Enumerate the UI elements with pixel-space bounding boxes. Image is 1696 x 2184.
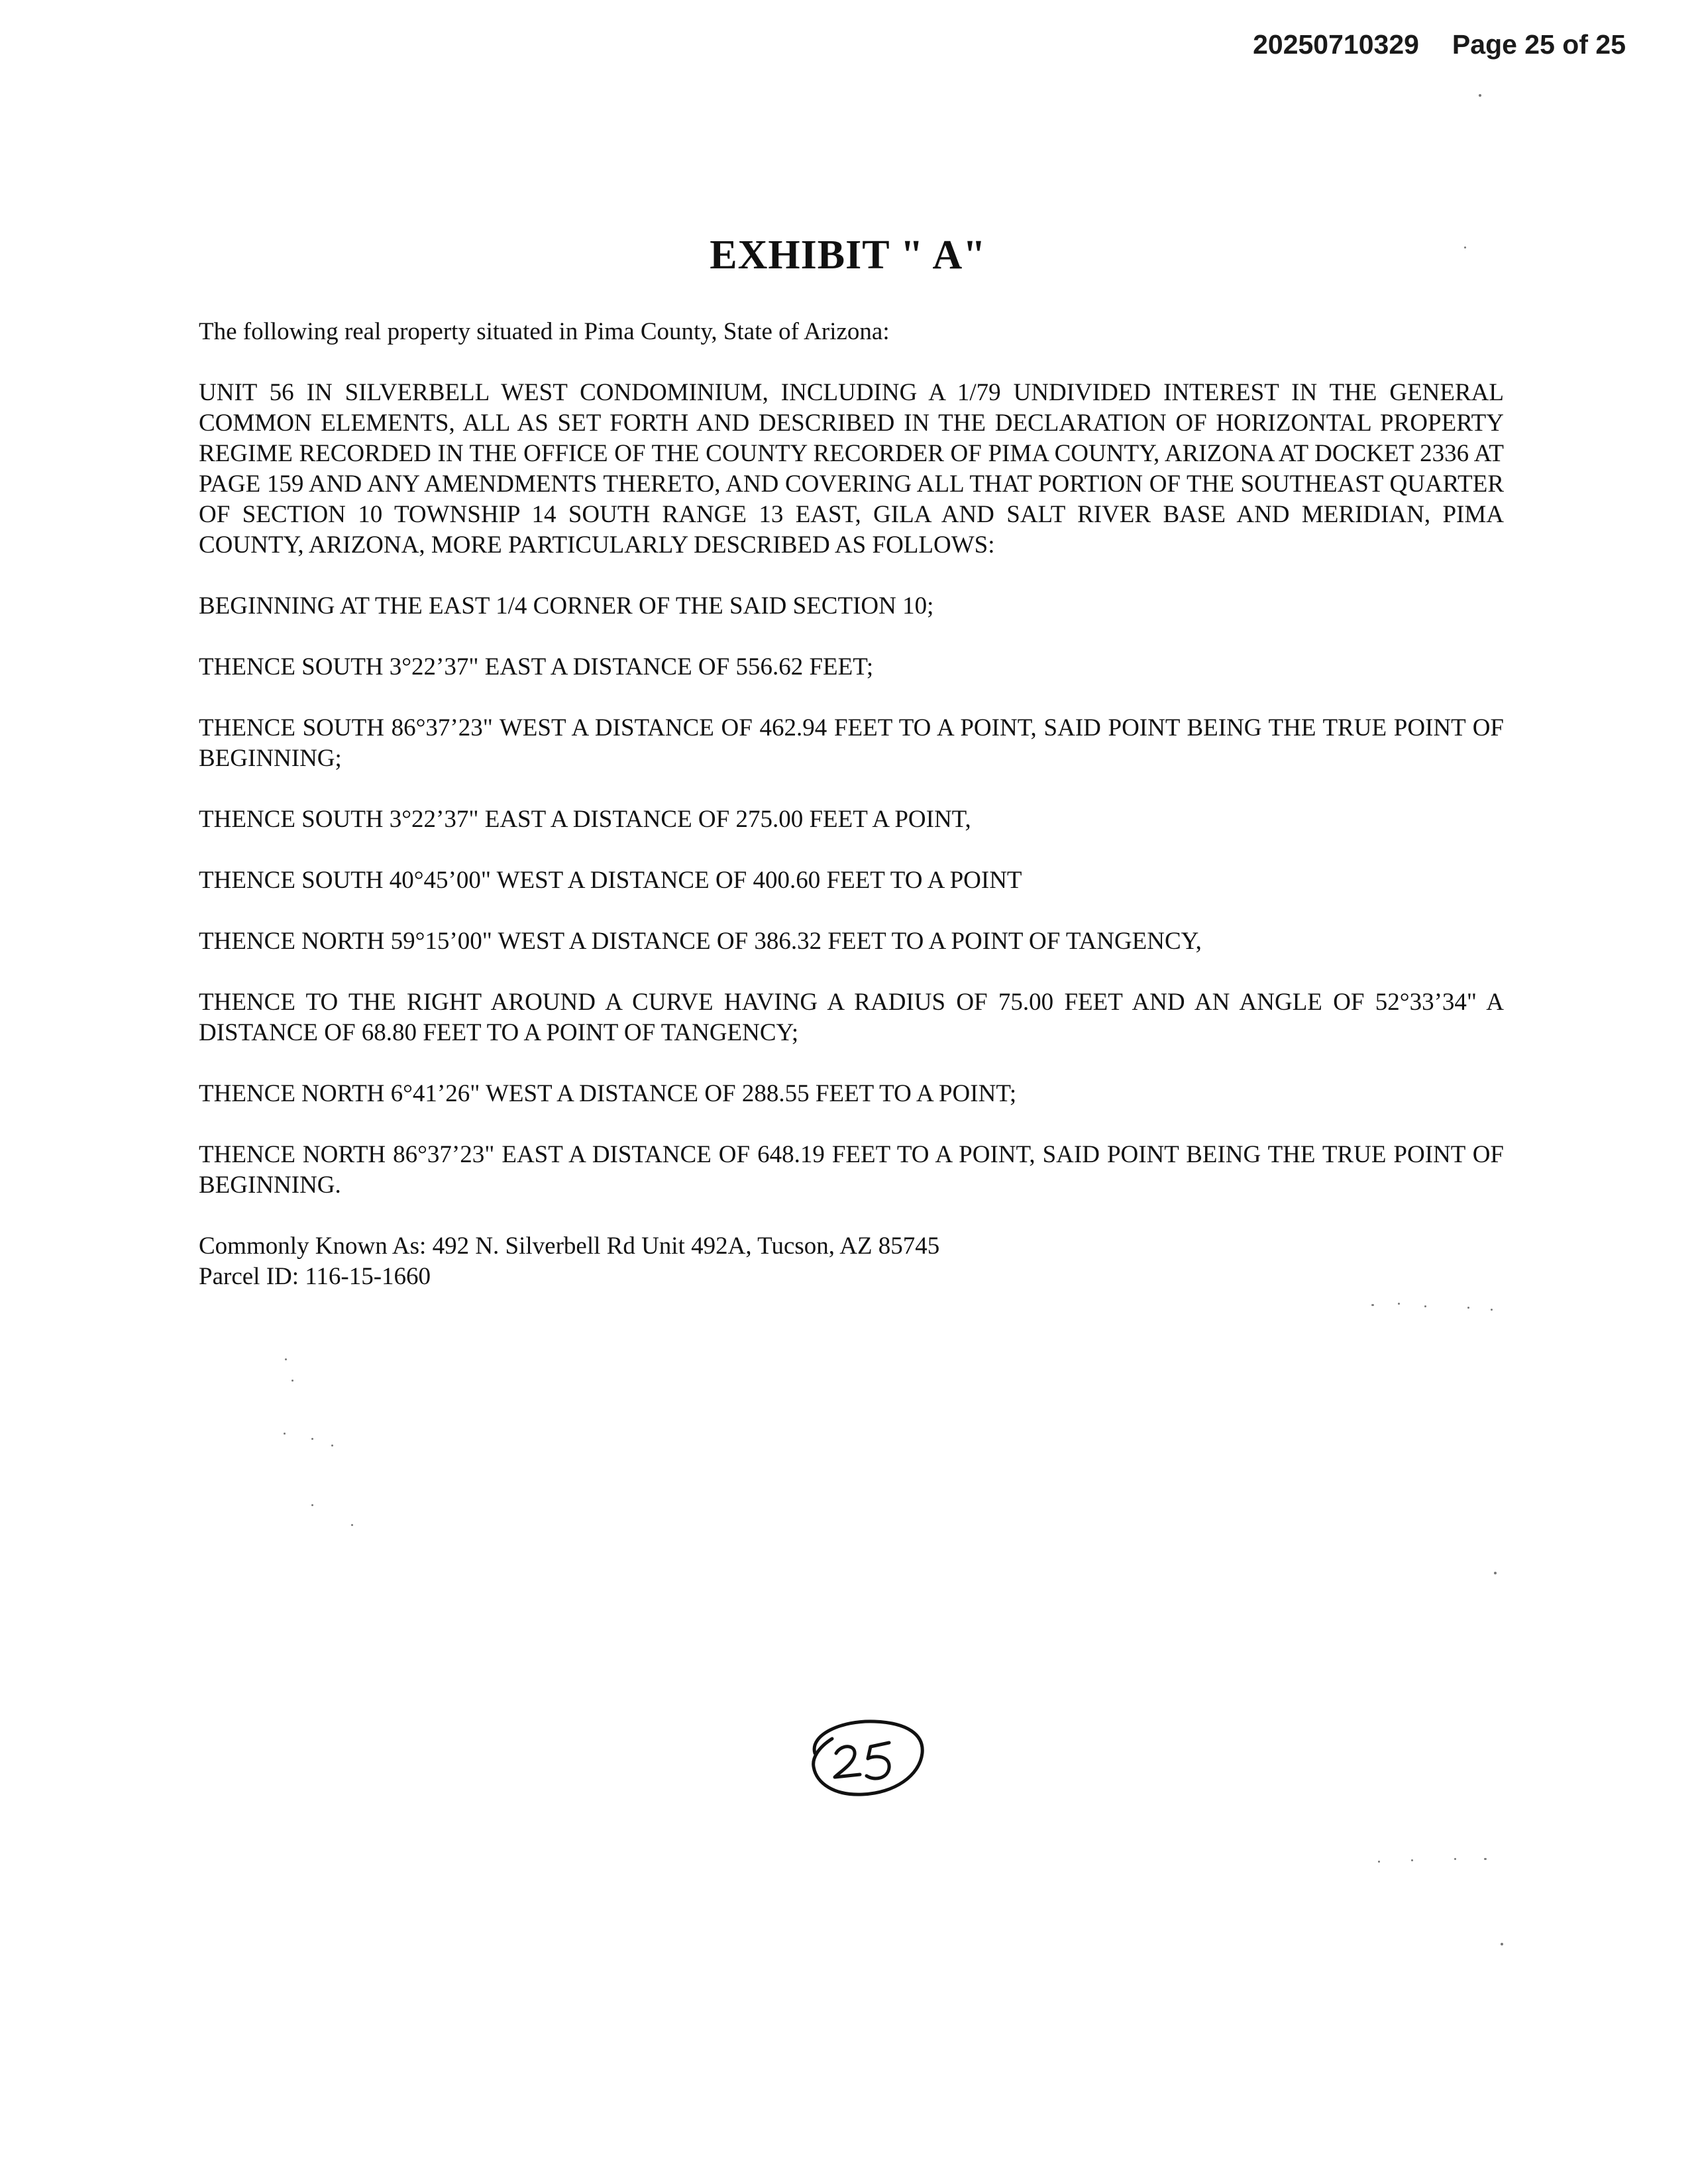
intro-text: The following real property situated in Pima County, State of Arizona: bbox=[199, 318, 890, 345]
course-line: THENCE SOUTH 3°22’37" EAST A DISTANCE OF 275.00 FEET A POINT, bbox=[199, 806, 971, 833]
scan-speck bbox=[311, 1504, 313, 1506]
exhibit-title: EXHIBIT " A" bbox=[710, 233, 986, 278]
course-line: THENCE NORTH 59°15’00" WEST A DISTANCE OF 386.32 FEET TO A POINT OF TANGENCY, bbox=[199, 928, 1202, 955]
scan-speck bbox=[1378, 1861, 1380, 1863]
course-line: BEGINNING AT THE EAST 1/4 CORNER OF THE SAID SECTION 10; bbox=[199, 592, 934, 620]
scan-speck bbox=[1494, 1572, 1497, 1574]
scan-speck bbox=[1479, 94, 1481, 97]
scan-speck bbox=[1411, 1859, 1413, 1861]
legal-description-paragraph: UNIT 56 IN SILVERBELL WEST CONDOMINIUM, INCLUDING A 1/79 UNDIVIDED INTEREST IN THE GENERAL COMMON ELEMENTS, ALL AS SET FORTH AND DESCRIBED IN THE DECLARATION OF HORIZONTAL PROPERTY REGIME RECORDED IN THE OFFICE OF THE COUNTY RECORDER OF PIMA COUNTY, ARIZONA AT DOCKET 2336 AT PAGE 159 AND ANY AMENDMENTS THERETO, AND COVERING ALL THAT PORTION OF THE SOUTHEAST QUARTER OF SECTION 10 TOWNSHIP 14 SOUTH RANGE 13 EAST, GILA AND SALT RIVER BASE AND MERIDIAN, PIMA COUNTY, ARIZONA, MORE PARTICULARLY DESCRIBED AS FOLLOWS: bbox=[199, 379, 1504, 559]
scan-speck bbox=[292, 1380, 293, 1382]
scan-speck bbox=[1424, 1305, 1426, 1307]
document-number: 20250710329 bbox=[1253, 29, 1419, 60]
scan-speck bbox=[351, 1524, 353, 1526]
page-indicator: Page 25 of 25 bbox=[1452, 29, 1626, 60]
scan-speck bbox=[1467, 1307, 1469, 1309]
scan-speck bbox=[311, 1438, 313, 1440]
scan-speck bbox=[284, 1433, 286, 1435]
scan-speck bbox=[1484, 1858, 1487, 1860]
parcel-id: Parcel ID: 116-15-1660 bbox=[199, 1263, 431, 1290]
course-line: THENCE NORTH 86°37’23" EAST A DISTANCE OF 648.19 FEET TO A POINT, SAID POINT BEING THE TRUE POINT OF BEGINNING. bbox=[199, 1141, 1504, 1199]
scan-speck bbox=[285, 1358, 287, 1360]
commonly-known-as: Commonly Known As: 492 N. Silverbell Rd Unit 492A, Tucson, AZ 85745 bbox=[199, 1232, 940, 1260]
scan-speck bbox=[331, 1445, 333, 1447]
page-header bbox=[1253, 29, 1626, 60]
course-line: THENCE SOUTH 86°37’23" WEST A DISTANCE OF 462.94 FEET TO A POINT, SAID POINT BEING THE TRUE POINT OF BEGINNING; bbox=[199, 714, 1504, 772]
scan-speck bbox=[1454, 1858, 1456, 1860]
course-line: THENCE TO THE RIGHT AROUND A CURVE HAVING A RADIUS OF 75.00 FEET AND AN ANGLE OF 52°33’34" A DISTANCE OF 68.80 FEET TO A POINT OF TANGENCY; bbox=[199, 989, 1504, 1046]
course-line: THENCE SOUTH 3°22’37" EAST A DISTANCE OF 556.62 FEET; bbox=[199, 653, 874, 681]
course-line: THENCE NORTH 6°41’26" WEST A DISTANCE OF 288.55 FEET TO A POINT; bbox=[199, 1080, 1017, 1107]
scan-speck bbox=[1398, 1303, 1400, 1305]
legal-description-body bbox=[199, 317, 1504, 1292]
scan-speck bbox=[1464, 246, 1466, 248]
scan-speck bbox=[1501, 1943, 1503, 1945]
scan-speck bbox=[1371, 1304, 1374, 1306]
course-line: THENCE SOUTH 40°45’00" WEST A DISTANCE OF 400.60 FEET TO A POINT bbox=[199, 867, 1022, 894]
scan-speck bbox=[1491, 1309, 1493, 1311]
handwritten-page-number-mark bbox=[802, 1715, 928, 1801]
